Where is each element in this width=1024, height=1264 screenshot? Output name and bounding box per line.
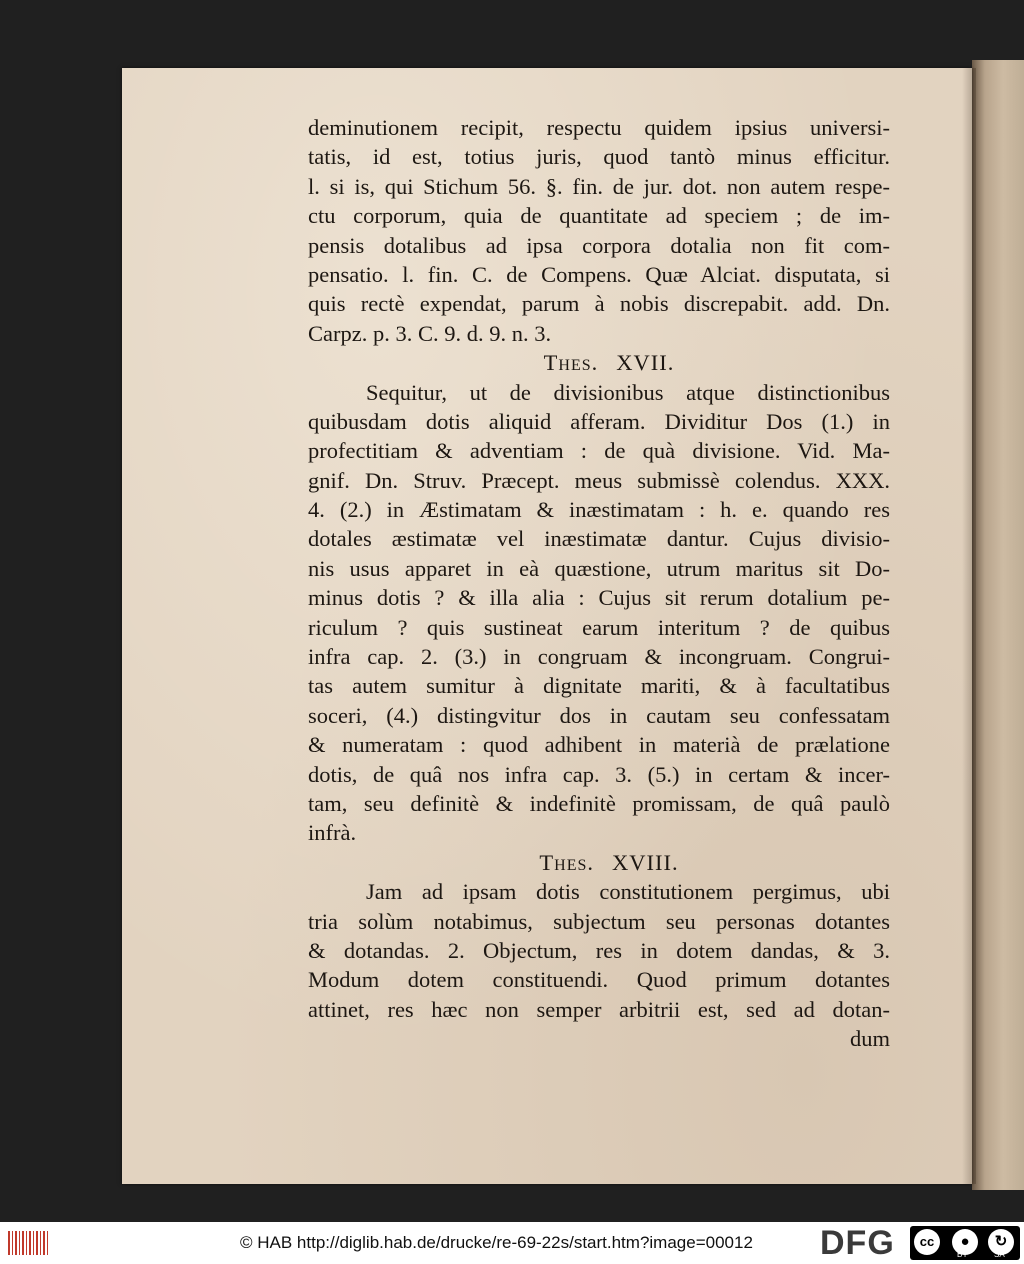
thesis-heading-18 bbox=[308, 848, 890, 877]
text-line: pensis dotalibus ad ipsa corpora dotalia non fit com- bbox=[308, 232, 890, 258]
text-line: soceri, (4.) distingvitur dos in cautam seu confessatam bbox=[308, 702, 890, 728]
text-line: dotales æstimatæ vel inæstimatæ dantur. Cujus divisio- bbox=[308, 526, 890, 552]
text-line: infra cap. 2. (3.) in congruam & incongruam. Congrui- bbox=[308, 644, 890, 670]
text-line: & numeratam : quod adhibent in materià de prælatione bbox=[308, 732, 890, 758]
text-line: ctu corporum, quia de quantitate ad speciem ; de im- bbox=[308, 203, 890, 229]
thesis-label: Thes. bbox=[539, 849, 594, 875]
text-line: Sequitur, ut de divisionibus atque distinctionibus bbox=[366, 379, 890, 405]
text-line: Carpz. p. 3. C. 9. d. 9. n. 3. bbox=[308, 320, 552, 346]
text-line: deminutionem recipit, respectu quidem ipsius universi- bbox=[308, 115, 890, 140]
text-line: riculum ? quis sustineat earum interitum ? de quibus bbox=[308, 614, 890, 640]
copyright-link[interactable]: © HAB http://diglib.hab.de/drucke/re-69-22s/start.htm?image=00012 bbox=[240, 1233, 753, 1252]
text-line: l. si is, qui Stichum 56. §. fin. de jur. dot. non autem respe- bbox=[308, 173, 890, 199]
text-line: gnif. Dn. Struv. Præcept. meus submissè colendus. XXX. bbox=[308, 467, 890, 493]
text-line: pensatio. l. fin. C. de Compens. Quæ Alciat. disputata, si bbox=[308, 261, 890, 287]
by-label: BY bbox=[957, 1250, 968, 1259]
hab-barcode-icon bbox=[8, 1231, 50, 1255]
page-text bbox=[308, 113, 890, 1054]
adjacent-page-edge bbox=[972, 60, 1024, 1190]
share-alike-icon: ↻ bbox=[988, 1229, 1014, 1255]
cc-icon: cc bbox=[914, 1229, 940, 1255]
text-line: profectitiam & adventiam : de quà divisione. Vid. Ma- bbox=[308, 438, 890, 464]
thesis-number: XVIII. bbox=[612, 849, 679, 875]
text-line: quis rectè expendat, parum à nobis discrepabit. add. Dn. bbox=[308, 291, 890, 317]
text-line: nis usus apparet in eà quæstione, utrum maritus sit Do- bbox=[308, 555, 890, 581]
text-line: tatis, id est, totius juris, quod tantò minus efficitur. bbox=[308, 144, 890, 170]
text-line: tam, seu definitè & indefinitè promissam, de quâ paulò bbox=[308, 790, 890, 816]
text-line: attinet, res hæc non semper arbitrii est, sed ad dotan- bbox=[308, 996, 890, 1022]
dfg-logo: DFG bbox=[820, 1224, 895, 1262]
catchword: dum bbox=[849, 1026, 890, 1052]
text-line: & dotandas. 2. Objectum, res in dotem dandas, & 3. bbox=[308, 937, 890, 963]
text-line: quibusdam dotis aliquid afferam. Dividitur Dos (1.) in bbox=[308, 408, 890, 434]
thesis-label: Thes. bbox=[543, 350, 599, 376]
page-gutter-shadow bbox=[962, 68, 976, 1184]
text-line: Jam ad ipsam dotis constitutionem pergimus, ubi bbox=[366, 879, 890, 905]
text-line: 4. (2.) in Æstimatam & inæstimatam : h. e. quando res bbox=[308, 497, 890, 523]
text-line: tas autem sumitur à dignitate mariti, & à facultatibus bbox=[308, 673, 890, 699]
text-line: minus dotis ? & illa alia : Cujus sit rerum dotalium pe- bbox=[308, 585, 890, 611]
text-line: tria solùm notabimus, subjectum seu personas dotantes bbox=[308, 908, 890, 934]
attribution-icon: ● bbox=[952, 1229, 978, 1255]
thesis-number: XVII. bbox=[616, 350, 675, 376]
sa-label: SA bbox=[994, 1250, 1005, 1259]
viewer-footer bbox=[0, 1222, 1024, 1264]
thesis-heading-17 bbox=[308, 348, 890, 377]
cc-license-badge[interactable] bbox=[910, 1226, 1020, 1260]
text-line: Modum dotem constituendi. Quod primum dotantes bbox=[308, 967, 890, 993]
text-line: infrà. bbox=[308, 820, 357, 846]
text-line: dotis, de quâ nos infra cap. 3. (5.) in certam & incer- bbox=[308, 761, 890, 787]
